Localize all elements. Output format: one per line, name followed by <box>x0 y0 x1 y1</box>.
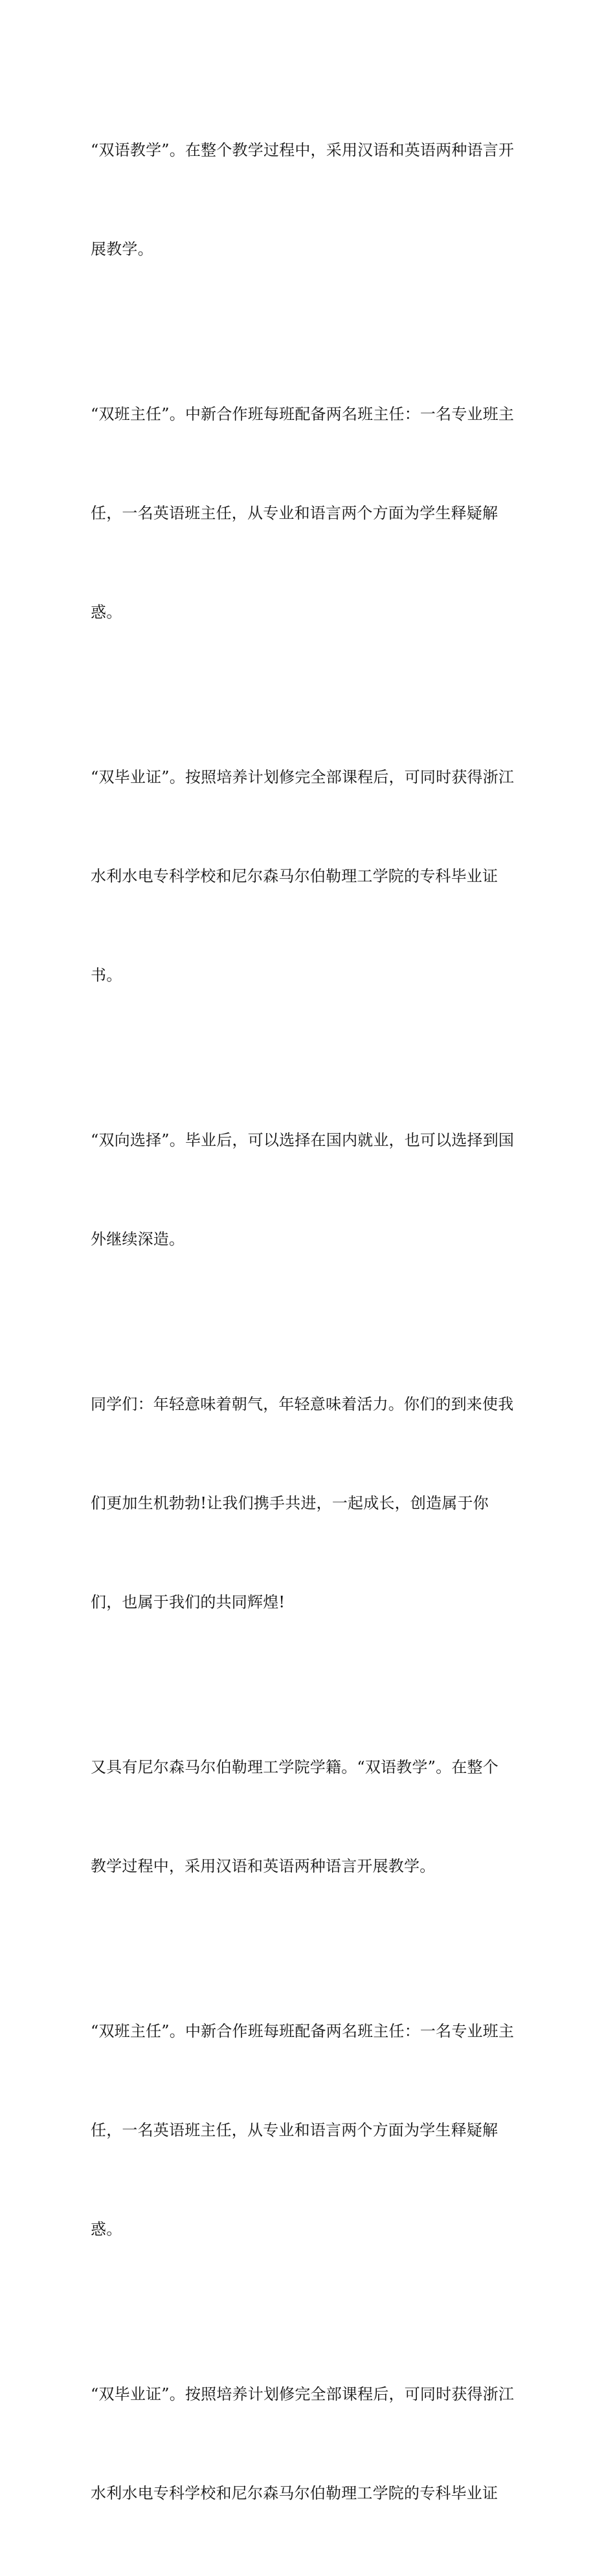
paragraph-dual-diploma <box>91 695 531 1058</box>
text-line: “双毕业证”。按照培养计划修完全部课程后，可同时获得浙江 <box>91 2385 515 2403</box>
paragraph-dual-head-teachers-repeat <box>91 1949 531 2312</box>
text-line: “双班主任”。中新合作班每班配备两名班主任：一名专业班主 <box>91 2022 515 2040</box>
text-line: “双语教学”。在整个教学过程中，采用汉语和英语两种语言开 <box>91 141 515 159</box>
text-line: 教学过程中，采用汉语和英语两种语言开展教学。 <box>91 1857 436 1875</box>
text-line: 外继续深造。 <box>91 1230 185 1248</box>
text-line: 任，一名英语班主任，从专业和语言两个方面为学生释疑解 <box>91 504 498 522</box>
paragraph-student-status <box>91 1685 531 1949</box>
paragraph-two-way-choice <box>91 1058 531 1322</box>
text-line: 们，也属于我们的共同辉煌! <box>91 1593 285 1611</box>
paragraph-dual-diploma-repeat <box>91 2312 531 2576</box>
text-line: “双向选择”。毕业后，可以选择在国内就业，也可以选择到国 <box>91 1131 515 1149</box>
text-line: 任，一名英语班主任，从专业和语言两个方面为学生释疑解 <box>91 2121 498 2139</box>
text-line: 又具有尼尔森马尔伯勒理工学院学籍。“双语教学”。在整个 <box>91 1758 498 1776</box>
text-line: 惑。 <box>91 603 122 621</box>
text-line: 展教学。 <box>91 240 153 258</box>
text-line: 水利水电专科学校和尼尔森马尔伯勒理工学院的专科毕业证 <box>91 867 498 885</box>
text-line: “双毕业证”。按照培养计划修完全部课程后，可同时获得浙江 <box>91 768 515 786</box>
text-line: 书。 <box>91 966 122 984</box>
paragraph-students-address <box>91 1322 531 1685</box>
text-line: 惑。 <box>91 2220 122 2238</box>
document-body <box>91 68 531 2576</box>
text-line: 水利水电专科学校和尼尔森马尔伯勒理工学院的专科毕业证 <box>91 2484 498 2502</box>
text-line: 同学们：年轻意味着朝气，年轻意味着活力。你们的到来使我 <box>91 1395 514 1413</box>
text-line: 们更加生机勃勃!让我们携手共进，一起成长，创造属于你 <box>91 1494 489 1512</box>
paragraph-dual-head-teachers <box>91 332 531 695</box>
text-line: “双班主任”。中新合作班每班配备两名班主任：一名专业班主 <box>91 405 515 423</box>
paragraph-bilingual-teaching <box>91 68 531 332</box>
